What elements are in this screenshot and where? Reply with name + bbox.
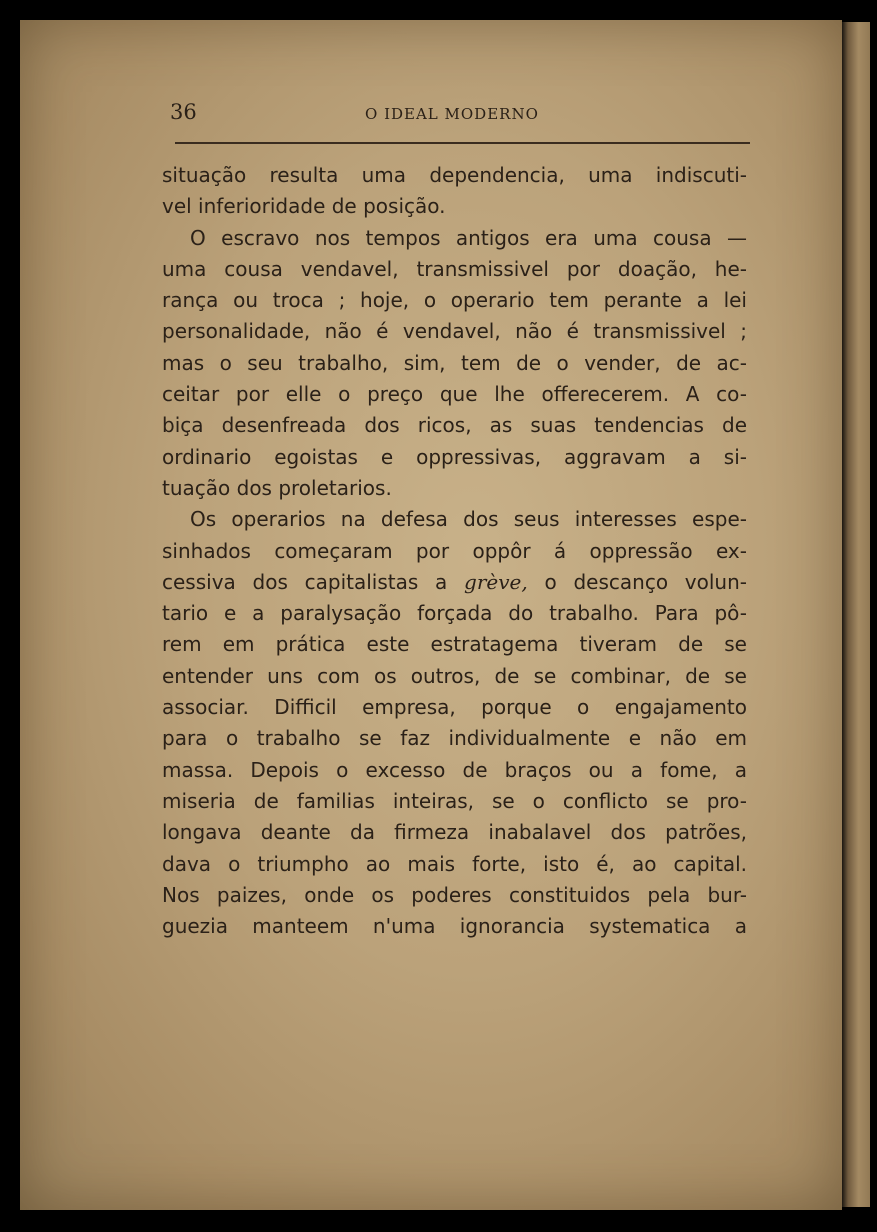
text-line: mas o seu trabalho, sim, tem de o vender, de ac-: [162, 350, 747, 375]
italic-word: grève,: [464, 569, 528, 594]
text-line: tario e a paralysação forçada do trabalho. Para pô-: [162, 601, 747, 626]
text-line: para o trabalho se faz individualmente e não em: [162, 726, 747, 751]
text-line: massa. Depois o excesso de braços ou a fome, a: [162, 757, 747, 782]
text-line: vel inferioridade de posição.: [162, 194, 446, 219]
text-line: entender uns com os outros, de se combinar, de se: [162, 663, 747, 688]
text-line: Os operarios na defesa dos seus interesses espe-: [190, 507, 747, 532]
text-line: rança ou troca ; hoje, o operario tem perante a lei: [162, 288, 747, 313]
text-line: biça desenfreada dos ricos, as suas tendencias de: [162, 413, 747, 438]
body-text: [162, 160, 747, 942]
text-line: situação resulta uma dependencia, uma indiscuti-: [162, 163, 747, 187]
text-line: tuação dos proletarios.: [162, 475, 392, 500]
text-line: [162, 567, 747, 598]
text-line: associar. Difficil empresa, porque o engajamento: [162, 695, 747, 720]
text-line: personalidade, não é vendavel, não é transmissivel ;: [162, 319, 747, 344]
text-line: rem em prática este estratagema tiveram de se: [162, 632, 747, 657]
page-number: 36: [170, 100, 197, 124]
text-segment: o descanço volun-: [527, 569, 748, 594]
text-line: ordinario egoistas e oppressivas, aggravam a si-: [162, 444, 747, 469]
running-head: [170, 100, 750, 130]
text-line: dava o triumpho ao mais forte, isto é, ao capital.: [162, 851, 747, 876]
text-line: sinhados começaram por oppôr á oppressão ex-: [162, 538, 747, 563]
text-line: O escravo nos tempos antigos era uma cousa —: [190, 225, 747, 250]
adjacent-page-edge: [842, 22, 872, 1207]
text-line: ceitar por elle o preço que lhe offerecerem. A co-: [162, 382, 747, 407]
text-line: uma cousa vendavel, transmissivel por doação, he-: [162, 256, 747, 281]
text-line: longava deante da firmeza inabalavel dos patrões,: [162, 820, 747, 845]
text-segment: cessiva dos capitalistas a: [162, 569, 465, 594]
text-line: guezia manteem n'uma ignorancia systematica a: [162, 914, 747, 939]
text-line: miseria de familias inteiras, se o conflicto se pro-: [162, 788, 747, 813]
header-rule: [175, 142, 750, 144]
text-line: Nos paizes, onde os poderes constituidos pela bur-: [162, 882, 747, 907]
running-title: O IDEAL MODERNO: [365, 105, 539, 123]
scan-border: [870, 0, 877, 1232]
